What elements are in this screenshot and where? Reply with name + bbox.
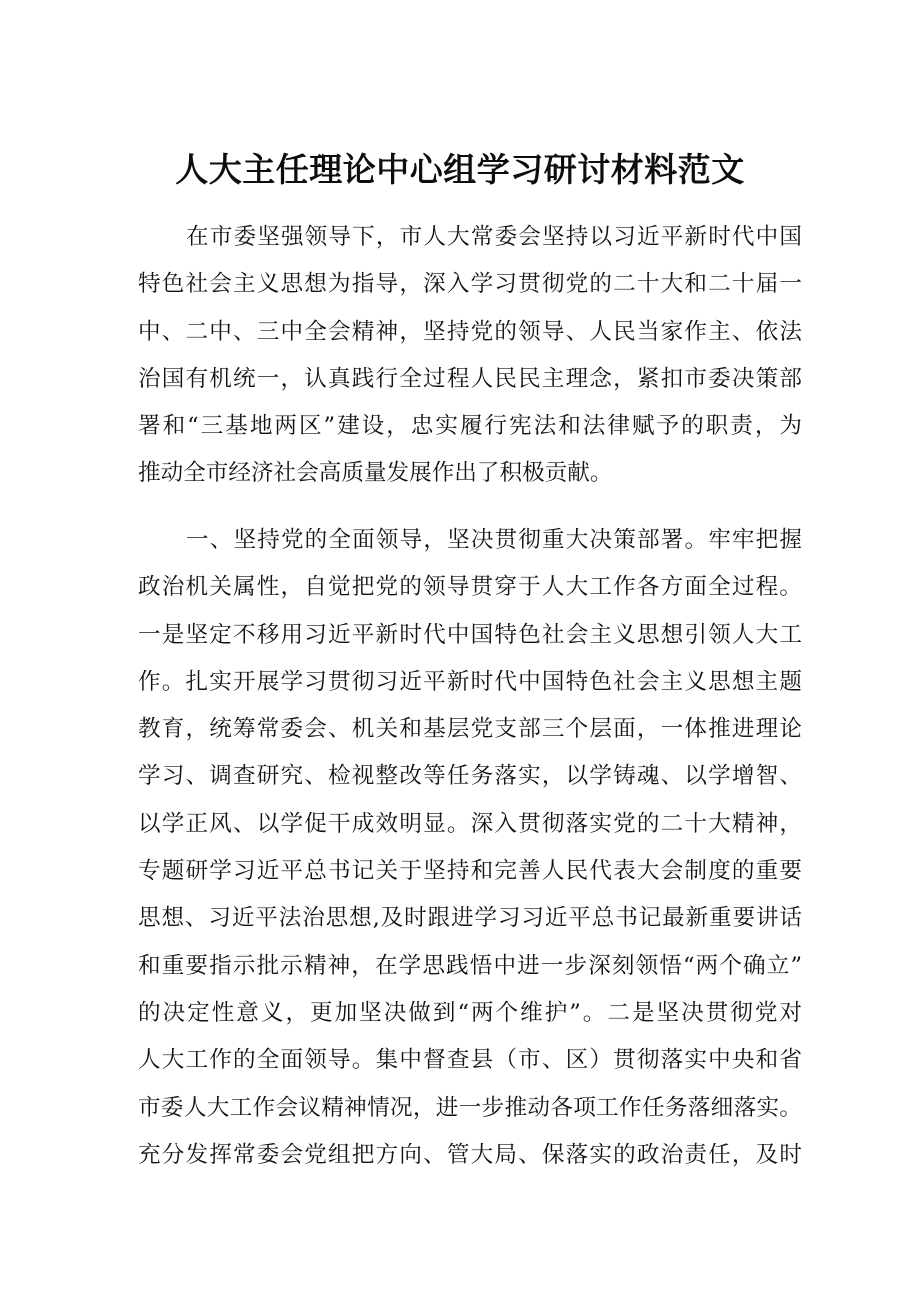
text-line: 思想、习近平法治思想,及时跟进学习习近平总书记最新重要讲话 [138, 905, 802, 932]
section-heading-line: 一、坚持党的全面领导，坚决贯彻重大决策部署。牢牢把握 [186, 527, 802, 553]
text-line: 治国有机统一，认真践行全过程人民民主理念，紧扣市委决策部 [138, 365, 802, 392]
text-line: 政治机关属性，自觉把党的领导贯穿于人大工作各方面全过程。 [138, 574, 802, 601]
text-line: 以学正风、以学促干成效明显。深入贯彻落实党的二十大精神， [138, 810, 802, 837]
text-line: 学习、调查研究、检视整改等任务落实，以学铸魂、以学增智、 [138, 763, 802, 790]
text-line: 推动全市经济社会高质量发展作出了积极贡献。 [138, 460, 613, 487]
text-line: 市委人大工作会议精神情况，进一步推动各项工作任务落细落实。 [138, 1094, 802, 1121]
text-line: 的决定性意义，更加坚决做到“两个维护”。二是坚决贯彻党对 [138, 999, 802, 1026]
text-line: 充分发挥常委会党组把方向、管大局、保落实的政治责任，及时 [138, 1141, 802, 1168]
text-line: 中、二中、三中全会精神，坚持党的领导、人民当家作主、依法 [138, 318, 802, 345]
text-line: 署和“三基地两区”建设，忠实履行宪法和法律赋予的职责，为 [138, 413, 802, 440]
text-line: 教育，统筹常委会、机关和基层党支部三个层面，一体推进理论 [138, 716, 802, 743]
text-line: 和重要指示批示精神，在学思践悟中进一步深刻领悟“两个确立” [138, 952, 802, 979]
text-line: 人大工作的全面领导。集中督查县（市、区）贯彻落实中央和省 [138, 1047, 802, 1074]
text-line: 在市委坚强领导下，市人大常委会坚持以习近平新时代中国 [186, 224, 802, 250]
paragraph-intro [138, 214, 802, 498]
text-line: 特色社会主义思想为指导，深入学习贯彻党的二十大和二十届一 [138, 271, 802, 298]
text-line: 一是坚定不移用习近平新时代中国特色社会主义思想引领人大工 [138, 621, 802, 648]
document-title: 人大主任理论中心组学习研讨材料范文 [175, 150, 745, 189]
text-line: 专题研学习近平总书记关于坚持和完善人民代表大会制度的重要 [138, 858, 802, 885]
paragraph-section-one [138, 517, 802, 1179]
text-line: 作。扎实开展学习贯彻习近平新时代中国特色社会主义思想主题 [138, 668, 802, 695]
